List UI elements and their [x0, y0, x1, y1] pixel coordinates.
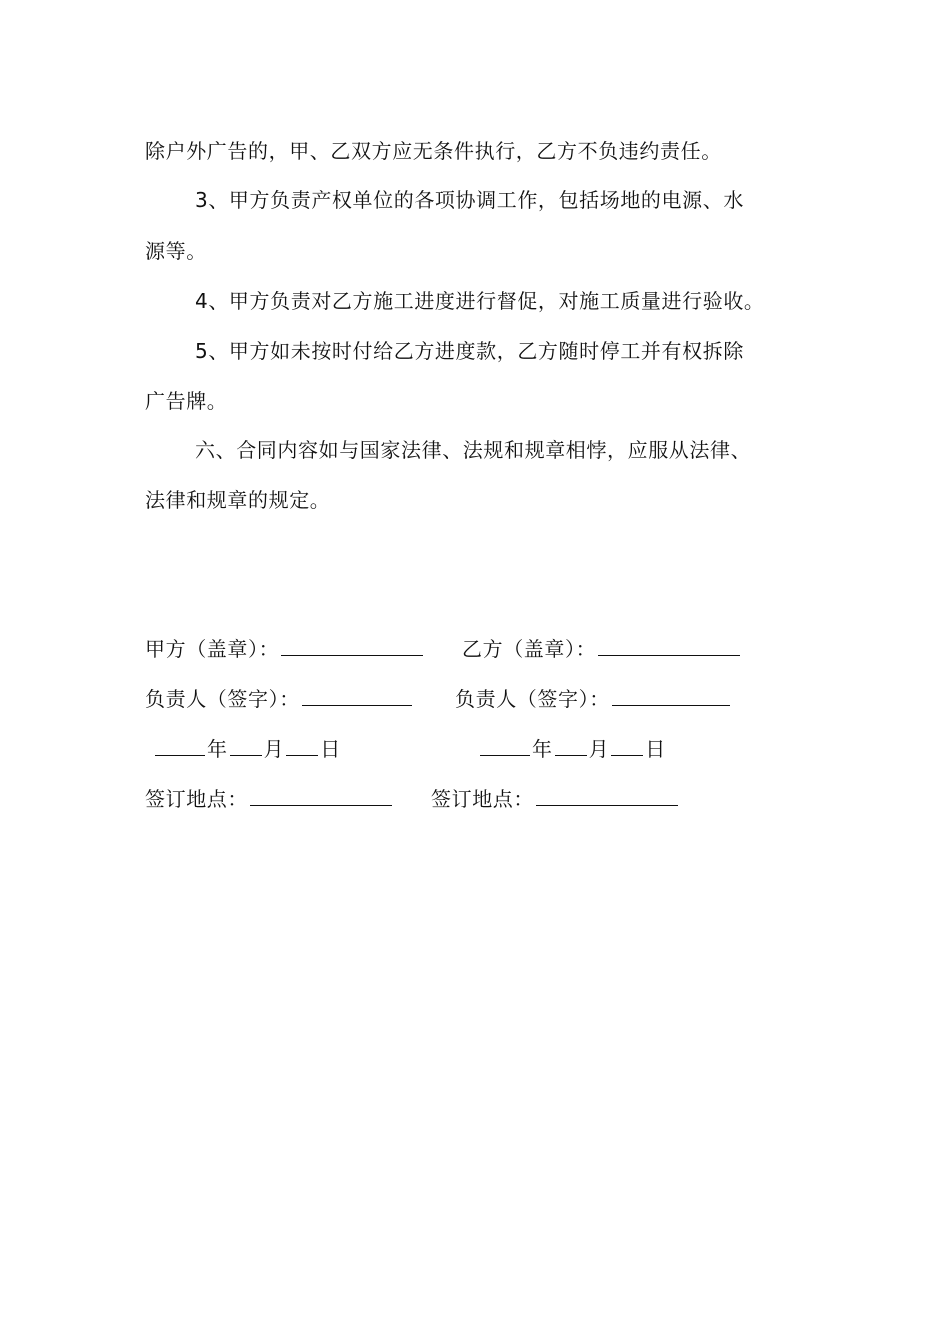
place-a-label: 签订地点： — [145, 787, 248, 811]
party-a-blank[interactable] — [281, 635, 423, 656]
year-b-blank[interactable] — [480, 735, 530, 756]
place-b-blank[interactable] — [536, 785, 678, 806]
day-b-blank[interactable] — [611, 735, 643, 756]
responsible-a-label: 负责人（签字）： — [145, 687, 300, 711]
month-b-blank[interactable] — [555, 735, 587, 756]
paragraph-line: 法律和规章的规定。 — [145, 488, 331, 512]
paragraph-line: 3、甲方负责产权单位的各项协调工作，包括场地的电源、水 — [195, 188, 744, 212]
month-a-label: 月 — [263, 737, 285, 761]
party-a-label: 甲方（盖章）： — [145, 637, 280, 661]
responsible-a-blank[interactable] — [302, 685, 412, 706]
year-a-label: 年 — [207, 737, 228, 761]
month-a-blank[interactable] — [230, 735, 262, 756]
date-b — [478, 735, 666, 762]
paragraph-line: 5、甲方如未按时付给乙方进度款，乙方随时停工并有权拆除 — [195, 339, 744, 363]
paragraph-line: 除户外广告的，甲、乙双方应无条件执行，乙方不负违约责任。 — [145, 139, 722, 163]
year-a-blank[interactable] — [155, 735, 205, 756]
paragraph-line: 4、甲方负责对乙方施工进度进行督促，对施工质量进行验收。 — [195, 289, 765, 313]
day-b-label: 日 — [645, 737, 666, 761]
party-b-blank[interactable] — [598, 635, 740, 656]
party-b-label: 乙方（盖章）： — [462, 637, 597, 661]
day-a-label: 日 — [320, 737, 341, 761]
place-a-blank[interactable] — [250, 785, 392, 806]
paragraph-line: 六、合同内容如与国家法律、法规和规章相悖，应服从法律、 — [195, 438, 752, 462]
paragraph-line: 广告牌。 — [145, 389, 228, 413]
day-a-blank[interactable] — [286, 735, 318, 756]
year-b-label: 年 — [532, 737, 553, 761]
month-b-label: 月 — [588, 737, 610, 761]
paragraph-line: 源等。 — [145, 239, 207, 263]
responsible-b-blank[interactable] — [612, 685, 730, 706]
date-a — [153, 735, 341, 762]
place-b-label: 签订地点： — [431, 787, 534, 811]
responsible-b-label: 负责人（签字）： — [455, 687, 610, 711]
